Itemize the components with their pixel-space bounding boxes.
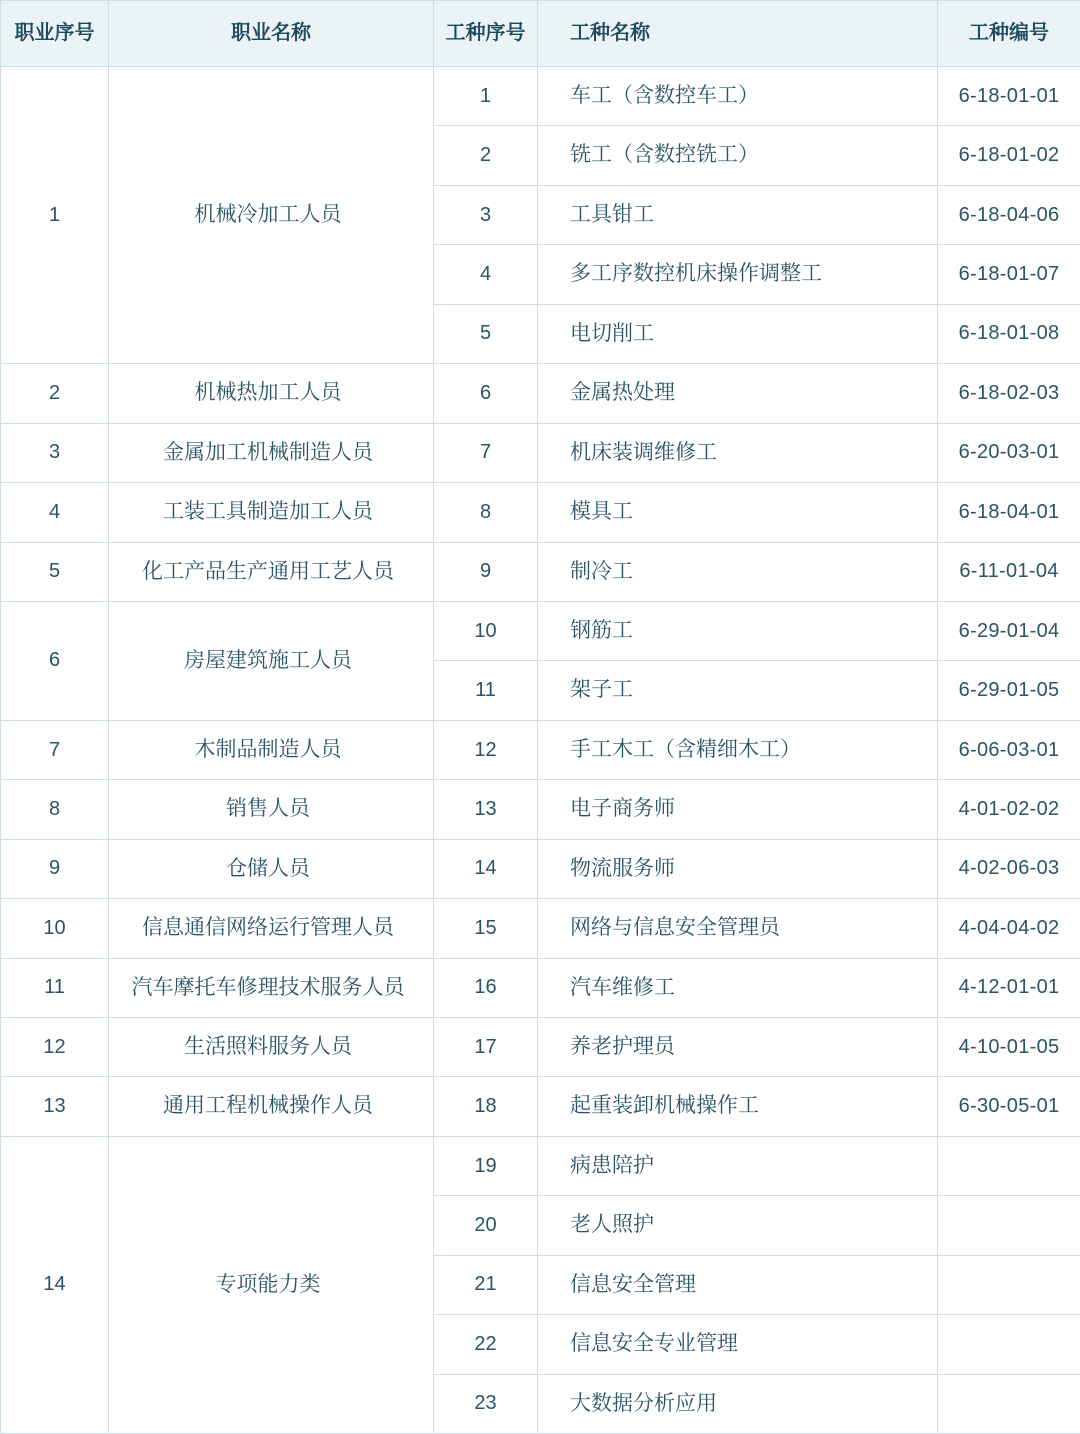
table-row <box>1 542 1080 601</box>
job-name-cell: 铣工（含数控铣工） <box>538 126 938 185</box>
job-no-cell: 10 <box>434 601 538 660</box>
job-code-cell <box>938 1255 1080 1314</box>
job-name-cell: 大数据分析应用 <box>538 1374 938 1433</box>
table-row <box>1 483 1080 542</box>
occupation-no-cell: 5 <box>1 542 109 601</box>
job-name-cell: 工具钳工 <box>538 185 938 244</box>
occupation-no-cell: 14 <box>1 1136 109 1433</box>
job-name-cell: 网络与信息安全管理员 <box>538 899 938 958</box>
job-code-cell: 6-18-01-08 <box>938 304 1080 363</box>
occupation-name-cell: 木制品制造人员 <box>109 720 434 779</box>
job-no-cell: 23 <box>434 1374 538 1433</box>
job-no-cell: 5 <box>434 304 538 363</box>
occupation-name-cell: 通用工程机械操作人员 <box>109 1077 434 1136</box>
job-name-cell: 模具工 <box>538 483 938 542</box>
job-no-cell: 1 <box>434 67 538 126</box>
job-no-cell: 11 <box>434 661 538 720</box>
table-row <box>1 958 1080 1017</box>
job-code-cell: 4-02-06-03 <box>938 839 1080 898</box>
table-row <box>1 839 1080 898</box>
occupation-no-cell: 7 <box>1 720 109 779</box>
occupation-no-cell: 3 <box>1 423 109 482</box>
occupation-name-cell: 生活照料服务人员 <box>109 1018 434 1077</box>
job-code-cell: 6-06-03-01 <box>938 720 1080 779</box>
column-header-occupation-no: 职业序号 <box>1 1 109 67</box>
job-name-cell: 病患陪护 <box>538 1136 938 1195</box>
job-name-cell: 物流服务师 <box>538 839 938 898</box>
occupation-name-cell: 专项能力类 <box>109 1136 434 1433</box>
job-no-cell: 19 <box>434 1136 538 1195</box>
job-no-cell: 4 <box>434 245 538 304</box>
occupation-no-cell: 9 <box>1 839 109 898</box>
table-row <box>1 780 1080 839</box>
job-code-cell: 6-30-05-01 <box>938 1077 1080 1136</box>
job-no-cell: 13 <box>434 780 538 839</box>
table-row <box>1 1018 1080 1077</box>
occupation-name-cell: 化工产品生产通用工艺人员 <box>109 542 434 601</box>
job-no-cell: 2 <box>434 126 538 185</box>
occupation-name-cell: 机械冷加工人员 <box>109 67 434 364</box>
job-code-cell: 6-18-04-06 <box>938 185 1080 244</box>
job-name-cell: 汽车维修工 <box>538 958 938 1017</box>
job-no-cell: 3 <box>434 185 538 244</box>
occupation-name-cell: 销售人员 <box>109 780 434 839</box>
job-no-cell: 14 <box>434 839 538 898</box>
occupation-no-cell: 2 <box>1 364 109 423</box>
job-no-cell: 15 <box>434 899 538 958</box>
job-name-cell: 金属热处理 <box>538 364 938 423</box>
table-row <box>1 1136 1080 1195</box>
column-header-job-name: 工种名称 <box>538 1 938 67</box>
occupation-no-cell: 1 <box>1 67 109 364</box>
job-no-cell: 22 <box>434 1315 538 1374</box>
job-name-cell: 电切削工 <box>538 304 938 363</box>
table-row <box>1 423 1080 482</box>
job-no-cell: 20 <box>434 1196 538 1255</box>
job-name-cell: 钢筋工 <box>538 601 938 660</box>
job-name-cell: 架子工 <box>538 661 938 720</box>
table-header-row <box>1 1 1080 67</box>
occupation-name-cell: 汽车摩托车修理技术服务人员 <box>109 958 434 1017</box>
occupation-name-cell: 房屋建筑施工人员 <box>109 601 434 720</box>
job-code-cell <box>938 1315 1080 1374</box>
job-name-cell: 起重装卸机械操作工 <box>538 1077 938 1136</box>
job-no-cell: 9 <box>434 542 538 601</box>
table-row <box>1 720 1080 779</box>
job-code-cell: 6-18-01-02 <box>938 126 1080 185</box>
job-name-cell: 机床装调维修工 <box>538 423 938 482</box>
job-code-cell: 4-12-01-01 <box>938 958 1080 1017</box>
job-code-cell: 6-29-01-05 <box>938 661 1080 720</box>
job-code-cell <box>938 1136 1080 1195</box>
job-code-cell: 6-20-03-01 <box>938 423 1080 482</box>
job-code-cell: 4-10-01-05 <box>938 1018 1080 1077</box>
table-header <box>1 1 1080 67</box>
occupation-no-cell: 8 <box>1 780 109 839</box>
column-header-job-no: 工种序号 <box>434 1 538 67</box>
occupation-name-cell: 仓储人员 <box>109 839 434 898</box>
job-code-cell: 6-11-01-04 <box>938 542 1080 601</box>
job-no-cell: 21 <box>434 1255 538 1314</box>
job-code-cell: 6-18-04-01 <box>938 483 1080 542</box>
occupation-no-cell: 12 <box>1 1018 109 1077</box>
job-name-cell: 信息安全管理 <box>538 1255 938 1314</box>
table-body <box>1 67 1080 1434</box>
job-name-cell: 车工（含数控车工） <box>538 67 938 126</box>
occupation-name-cell: 信息通信网络运行管理人员 <box>109 899 434 958</box>
job-no-cell: 16 <box>434 958 538 1017</box>
occupation-no-cell: 10 <box>1 899 109 958</box>
occupation-name-cell: 工装工具制造加工人员 <box>109 483 434 542</box>
job-code-cell: 6-18-01-07 <box>938 245 1080 304</box>
job-code-cell <box>938 1374 1080 1433</box>
job-no-cell: 17 <box>434 1018 538 1077</box>
job-name-cell: 多工序数控机床操作调整工 <box>538 245 938 304</box>
job-no-cell: 8 <box>434 483 538 542</box>
job-name-cell: 信息安全专业管理 <box>538 1315 938 1374</box>
occupation-name-cell: 金属加工机械制造人员 <box>109 423 434 482</box>
table-row <box>1 899 1080 958</box>
table-row <box>1 364 1080 423</box>
column-header-job-code: 工种编号 <box>938 1 1080 67</box>
table-row <box>1 601 1080 660</box>
job-code-cell: 6-29-01-04 <box>938 601 1080 660</box>
occupation-name-cell: 机械热加工人员 <box>109 364 434 423</box>
job-no-cell: 12 <box>434 720 538 779</box>
job-name-cell: 手工木工（含精细木工） <box>538 720 938 779</box>
job-code-cell <box>938 1196 1080 1255</box>
job-name-cell: 电子商务师 <box>538 780 938 839</box>
occupation-no-cell: 6 <box>1 601 109 720</box>
job-no-cell: 18 <box>434 1077 538 1136</box>
job-code-cell: 6-18-02-03 <box>938 364 1080 423</box>
occupation-no-cell: 11 <box>1 958 109 1017</box>
job-code-cell: 4-04-04-02 <box>938 899 1080 958</box>
job-name-cell: 制冷工 <box>538 542 938 601</box>
job-code-cell: 6-18-01-01 <box>938 67 1080 126</box>
table-row <box>1 1077 1080 1136</box>
table-row <box>1 67 1080 126</box>
job-code-cell: 4-01-02-02 <box>938 780 1080 839</box>
job-name-cell: 养老护理员 <box>538 1018 938 1077</box>
job-name-cell: 老人照护 <box>538 1196 938 1255</box>
occupation-no-cell: 4 <box>1 483 109 542</box>
job-no-cell: 7 <box>434 423 538 482</box>
column-header-occupation-name: 职业名称 <box>109 1 434 67</box>
job-no-cell: 6 <box>434 364 538 423</box>
occupation-no-cell: 13 <box>1 1077 109 1136</box>
